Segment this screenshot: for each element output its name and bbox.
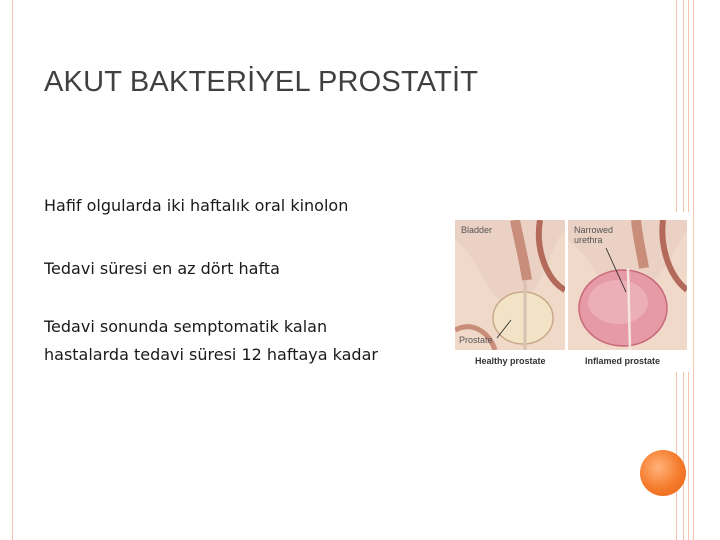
bullet-2: Tedavi süresi en az dört hafta [44, 259, 280, 278]
bullet-1: Hafif olgularda iki haftalık oral kinolon [44, 196, 349, 215]
prostate-illustration [453, 212, 690, 372]
label-narrowed: Narrowed [574, 225, 614, 235]
label-bladder: Bladder [461, 225, 493, 235]
decorative-orange-circle [640, 450, 686, 496]
slide-title: AKUT BAKTERİYEL PROSTATİT [44, 66, 479, 98]
healthy-prostate-drawing [455, 220, 565, 350]
caption-healthy: Healthy prostate [475, 356, 546, 366]
caption-inflamed: Inflamed prostate [585, 356, 661, 366]
label-prostate: Prostate [459, 335, 493, 345]
healthy-prostate-panel [455, 220, 565, 350]
bullet-3: Tedavi sonunda semptomatik kalan hastalarda tedavi süresi 12 haftaya kadar [44, 317, 378, 364]
inflamed-prostate-panel [568, 220, 687, 350]
decorative-rail [693, 0, 694, 540]
label-urethra: urethra [574, 235, 603, 245]
